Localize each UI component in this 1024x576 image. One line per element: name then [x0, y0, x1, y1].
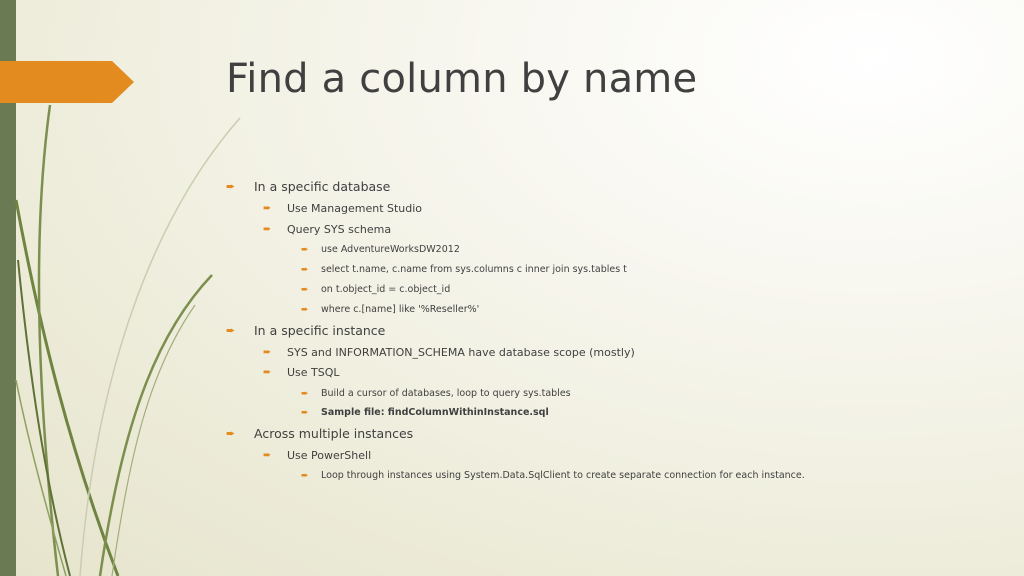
arrow-right-bullet-icon: ➨	[301, 264, 309, 275]
list-item: ➨ where c.[name] like '%Reseller%'	[301, 304, 480, 315]
arrow-right-bullet-icon: ➨	[301, 470, 309, 481]
arrow-right-bullet-icon: ➨	[263, 347, 272, 358]
list-item: ➨ Build a cursor of databases, loop to query sys.tables	[301, 388, 571, 399]
list-item: ➨ select t.name, c.name from sys.columns c inner join sys.tables t	[301, 264, 627, 275]
list-item: ➨ Across multiple instances	[226, 426, 414, 441]
arrow-right-bullet-icon: ➨	[301, 388, 309, 399]
slide-title: Find a column by name	[226, 56, 698, 102]
list-item: ➨ SYS and INFORMATION_SCHEMA have database scope (mostly)	[263, 346, 635, 359]
arrow-right-bullet-icon: ➨	[263, 367, 272, 378]
arrow-right-bullet-icon: ➨	[301, 244, 309, 255]
arrow-right-bullet-icon: ➨	[263, 203, 272, 214]
arrow-right-bullet-icon: ➨	[226, 324, 236, 337]
list-item: ➨ Use TSQL	[263, 366, 340, 379]
arrow-right-bullet-icon: ➨	[301, 304, 309, 315]
arrow-right-bullet-icon: ➨	[301, 284, 309, 295]
arrow-right-bullet-icon: ➨	[263, 450, 272, 461]
list-item: ➨ Query SYS schema	[263, 223, 392, 236]
list-item: ➨ on t.object_id = c.object_id	[301, 284, 451, 295]
arrow-right-bullet-icon: ➨	[226, 427, 236, 440]
list-item: ➨ In a specific database	[226, 179, 391, 194]
list-item: ➨ Use Management Studio	[263, 202, 423, 215]
list-item: ➨ use AdventureWorksDW2012	[301, 244, 460, 255]
list-item: ➨ In a specific instance	[226, 323, 386, 338]
list-item: ➨ Loop through instances using System.Data.SqlClient to create separate connection for each instance.	[301, 470, 805, 481]
list-item: ➨ Use PowerShell	[263, 449, 372, 462]
arrow-right-bullet-icon: ➨	[301, 407, 309, 418]
list-item: ➨ Sample file: findColumnWithinInstance.sql	[301, 407, 549, 418]
arrow-right-bullet-icon: ➨	[263, 224, 272, 235]
arrow-right-bullet-icon: ➨	[226, 180, 236, 193]
